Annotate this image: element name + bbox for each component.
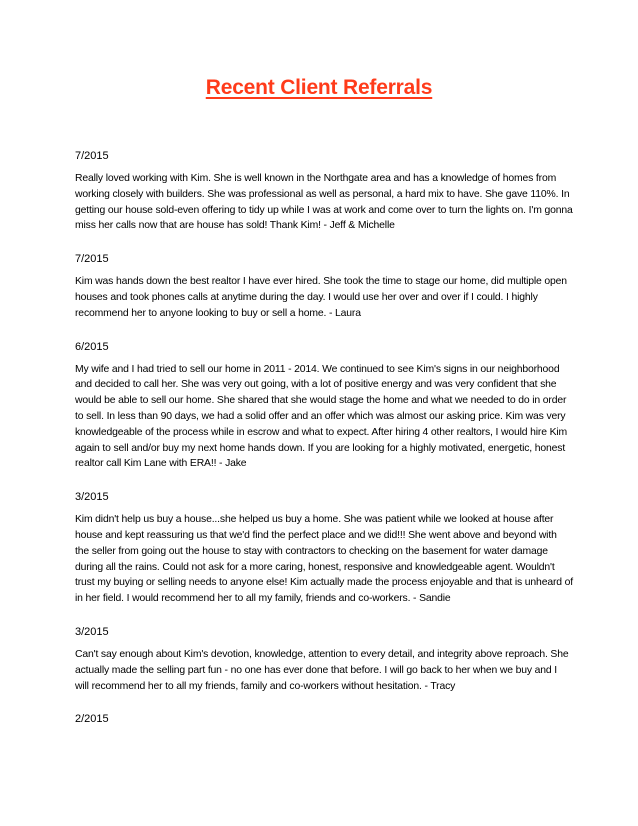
referral-entry	[75, 489, 573, 607]
referral-text: Kim didn't help us buy a house...she helped us buy a home. She was patient while we looked at house after house and kept reassuring us that we'd find the perfect place and we did!!! She went above and beyond with the seller from going out the house to stay with contractors to checking on the basement for water damage during all the rains. Could not ask for a more caring, honest, responsive and knowledgeable agent. Wouldn't trust my buying or selling needs to anyone else! Kim actually made the process enjoyable and that is unheard of in her field. I would recommend her to all my family, friends and co-workers. - Sandie	[75, 514, 573, 605]
referral-text: Really loved working with Kim. She is well known in the Northgate area and has a knowledge of homes from working closely with builders. She was professional as well as personal, a hard mix to have. She gave 110%. In getting our house sold-even offering to tidy up while I was at work and come over to turn the lights on. I'm gonna miss her calls now that are house has sold! Thank Kim! - Jeff & Michelle	[75, 173, 573, 232]
referral-date: 3/2015	[75, 625, 109, 638]
referral-date: 6/2015	[75, 340, 109, 353]
referral-date: 7/2015	[75, 253, 109, 266]
referral-text: Can't say enough about Kim's devotion, knowledge, attention to every detail, and integrity above reproach. She actually made the selling part fun - no one has ever done that before. I will go back to her when we buy and I will recommend her to all my friends, family and co-workers without hesitation. - Tracy	[75, 648, 569, 692]
referral-entry	[75, 148, 573, 234]
referral-entry	[75, 624, 573, 694]
referral-entry	[75, 251, 573, 321]
referral-list	[75, 148, 573, 744]
referral-entry	[75, 339, 573, 473]
referral-date: 3/2015	[75, 491, 109, 504]
referral-date: 7/2015	[75, 150, 109, 162]
referral-text: Kim was hands down the best realtor I have ever hired. She took the time to stage our home, did multiple open houses and took phones calls at anytime during the day. I would use her over and over if I could. I highly recommend her to anyone looking to buy or sell a home. - Laura	[75, 276, 567, 319]
referral-entry	[75, 711, 573, 727]
referral-date: 2/2015	[75, 713, 109, 726]
referral-text: My wife and I had tried to sell our home in 2011 - 2014. We continued to see Kim's signs in our neighborhood and decided to call her. She was very out going, with a lot of positive energy and was very confident that she would be able to sell our home. She shared that she would stage the home and what we needed to do in order to sell. In less than 90 days, we had a solid offer and an offer which was almost our asking price. Kim was very knowledgeable of the process while in escrow and what to expect. After hiring 4 other realtors, I would hire Kim again to sell and/or buy my next home hands down. If you are looking for a highly motivated, energetic, honest realtor call Kim Lane with ERA!! - Jake	[75, 363, 568, 470]
page-title: Recent Client Referrals	[205, 76, 433, 99]
